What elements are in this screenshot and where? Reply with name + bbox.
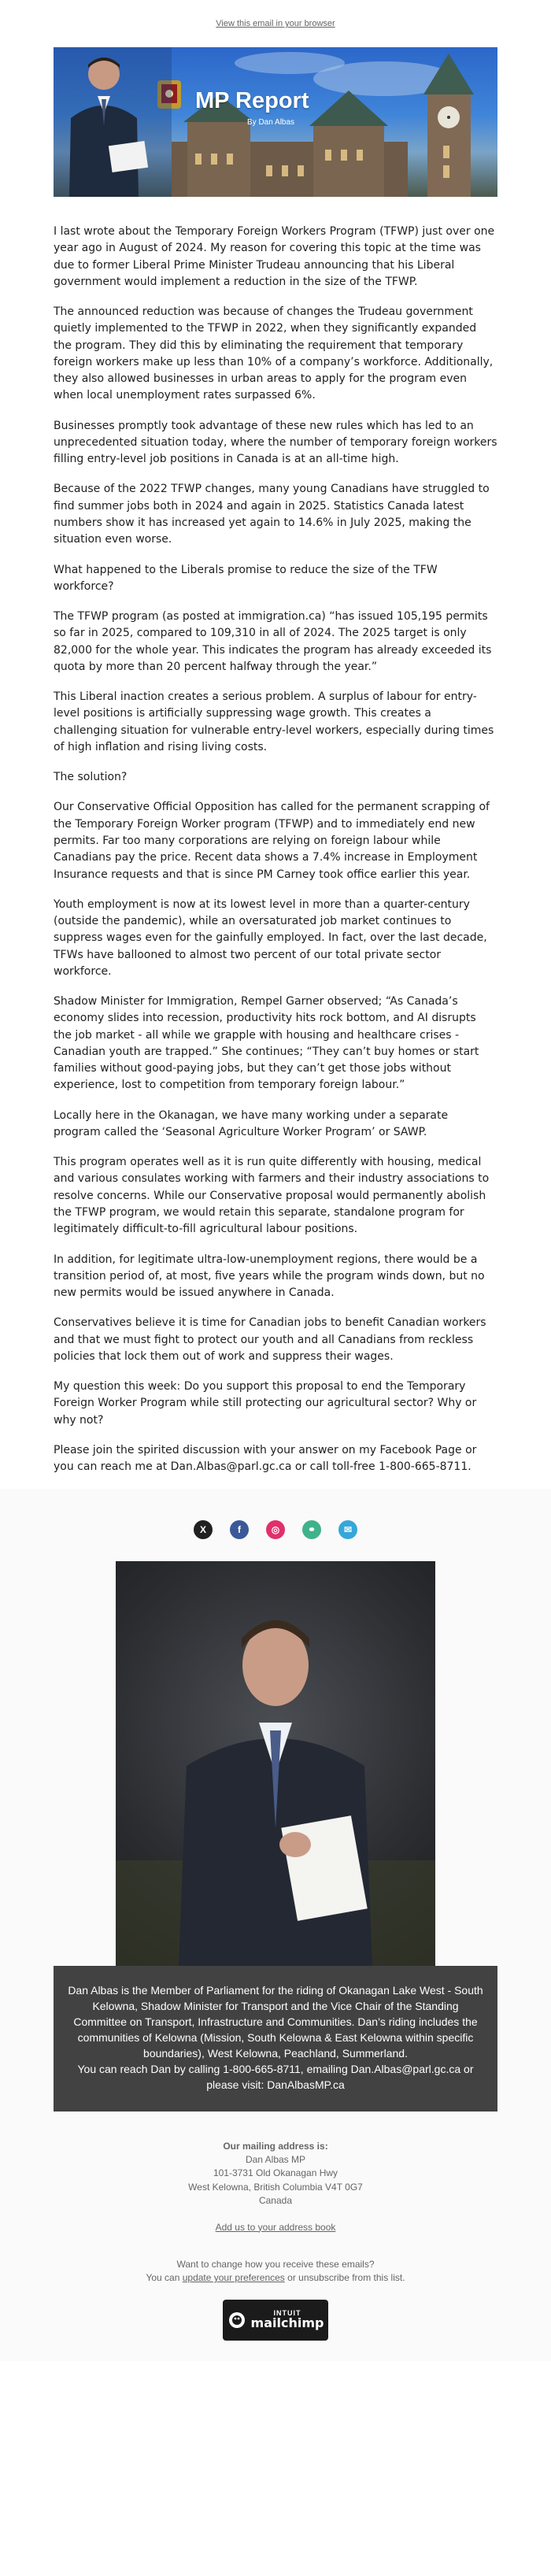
bio-email-link[interactable]: Dan.Albas@parl.gc.ca: [350, 2062, 461, 2075]
mailchimp-badge[interactable]: [223, 2300, 328, 2341]
article-paragraph: The TFWP program (as posted at immigration.ca) “has issued 105,195 permits so far in 2025, compared to 109,310 in all of 2024. The 2025 target is only 82,000 for the whole year. This indicates the program has already exceeded its quota by more than 20 percent halfway through the year.”: [54, 610, 492, 673]
website-icon[interactable]: ⚭: [302, 1520, 321, 1539]
article-paragraph: My question this week: Do you support this proposal to end the Temporary Foreign Worker Program while still protecting our agricultural sector? Why or why not?: [54, 1380, 477, 1427]
closing-text: Please join the spirited discussion with your answer on my Facebook Page or you can reach me at: [54, 1443, 477, 1474]
article-body: [54, 197, 497, 1475]
instagram-icon[interactable]: ◎: [266, 1520, 285, 1539]
article-paragraph: The announced reduction was because of changes the Trudeau government quietly implemented to the TFWP in 2022, when they significantly expanded the program. They did this by eliminating the requirement that temporary foreign workers make up less than 10% of a company’s workforce. Additionally, they also allowed businesses in urban areas to apply for the program even when local unemployment rates surpassed 6%.: [54, 305, 494, 402]
social-section: [0, 1489, 551, 2360]
bio-text: Dan Albas is the Member of Parliament for the riding of Okanagan Lake West - South Kelowna, Shadow Minister for Transport and the Vice Chair of the Standing Committee on Transport, Infrastructure and Communities. Dan’s riding includes the communities of Kelowna (Mission, South Kelowna & East Kelowna within specific boundaries), West Kelowna, Peachland, Summerland.: [68, 1984, 483, 2060]
phone-link[interactable]: 1-800-665-8711: [379, 1460, 468, 1474]
intuit-wordmark: INTUIT: [273, 2309, 301, 2318]
article-paragraph: Our Conservative Official Opposition has called for the permanent scrapping of the Temporary Foreign Worker program (TFWP) and to immediately end new permits. Far too many corporations are relying on foreign labour while Canadians pay the price. Recent data shows a 7.4% increase in Employment Insurance requests and that is since PM Carney took office earlier this year.: [54, 801, 490, 881]
mp-speaking-illustration: [116, 1561, 435, 1966]
preferences-line: [0, 2271, 551, 2285]
article-paragraph: The solution?: [54, 771, 128, 784]
address-line: West Kelowna, British Columbia V4T 0G7: [188, 2181, 363, 2193]
closing-text: or call toll-free: [291, 1460, 379, 1474]
mp-bio: [54, 1966, 497, 2111]
mailing-address-heading: Our mailing address is:: [223, 2140, 328, 2152]
bio-contact: [66, 2062, 485, 2093]
bio-website-link[interactable]: DanAlbasMP.ca: [267, 2078, 345, 2091]
closing-text: .: [468, 1460, 471, 1474]
article-paragraph: This program operates well as it is run quite differently with housing, medical and various consulates working with farmers and their industry associations to resolve concerns. While our Conservative proposal would permanently abolish the TFWP program, we would retain this separate, standalone program for legitimately difficult-to-fill agricultural labour positions.: [54, 1156, 490, 1236]
article-paragraph: Locally here in the Okanagan, we have many working under a separate program called the ‘Seasonal Agriculture Worker Program’ or SAWP.: [54, 1108, 449, 1138]
update-preferences-link[interactable]: update your preferences: [182, 2272, 285, 2284]
article-paragraph: I last wrote about the Temporary Foreign Workers Program (TFWP) just over one year ago in August of 2024. My reason for covering this topic at the time was due to former Liberal Prime Minister Trudeau announcing that his Liberal government would implement a reduction in the size of the TFWP.: [54, 225, 495, 288]
preheader: [0, 0, 551, 47]
article-paragraph: Because of the 2022 TFWP changes, many young Canadians have struggled to find summer jobs both in 2024 and again in 2025. Statistics Canada latest numbers show it has increased yet again to 14.6% in July 2025, making the situation even worse.: [54, 483, 490, 546]
add-to-address-book-link[interactable]: Add us to your address book: [215, 2221, 336, 2233]
preferences-text: or: [284, 2272, 299, 2284]
header-banner: [54, 47, 497, 197]
preferences-text: .: [402, 2272, 405, 2284]
email-link[interactable]: Dan.Albas@parl.gc.ca: [170, 1460, 292, 1474]
mailchimp-wordmark: mailchimp: [250, 2315, 324, 2331]
facebook-icon[interactable]: f: [230, 1520, 249, 1539]
newsletter-byline: By Dan Albas: [247, 118, 295, 127]
article-paragraph: What happened to the Liberals promise to reduce the size of the TFW workforce?: [54, 563, 438, 593]
change-prompt: Want to change how you receive these emails?: [176, 2258, 375, 2270]
article-paragraph: This Liberal inaction creates a serious problem. A surplus of labour for entry-level positions is artificially suppressing wage growth. This creates a challenging situation for vulnerable entry-level workers, especially during times of high inflation and rising living costs.: [54, 690, 494, 753]
article-paragraph: Shadow Minister for Immigration, Rempel Garner observed; “As Canada’s economy slides into recession, productivity hits rock bottom, and AI disrupts the job market - all while we grapple with housing and healthcare crises - Canadian youth are trapped.” She continues; “They can’t buy homes or start families without good-paying jobs, but they can’t get those jobs without experience, lost to competition from temporary foreign labour.”: [54, 995, 479, 1092]
mailchimp-logo-icon: [227, 2311, 246, 2330]
article-paragraph: Businesses promptly took advantage of these new rules which has led to an unprecedented situation today, where the number of temporary foreign workers filling entry-level job positions in Canada is at an all-time high.: [54, 419, 497, 466]
footer: [0, 2112, 551, 2341]
bio-contact-text: or please visit:: [206, 2062, 474, 2091]
newsletter-title: MP Report: [195, 88, 309, 113]
bio-contact-text: You can reach Dan by calling 1-800-665-8711, emailing: [77, 2062, 351, 2075]
preferences-text: You can: [146, 2272, 183, 2284]
address-line: Dan Albas MP: [245, 2153, 306, 2165]
article-paragraph: Conservatives believe it is time for Canadian jobs to benefit Canadian workers and that we must fight to protect our youth and all Canadians from reckless policies that lock them out of work and suppress their wages.: [54, 1316, 486, 1363]
article-paragraph: In addition, for legitimate ultra-low-unemployment regions, there would be a transition period of, at most, five years while the program winds down, but no new permits would be issued anywhere in Canada.: [54, 1253, 485, 1300]
unsubscribe-link[interactable]: unsubscribe from this list: [298, 2272, 403, 2284]
x-icon[interactable]: X: [194, 1520, 213, 1539]
view-in-browser-link[interactable]: View this email in your browser: [216, 19, 335, 28]
mp-photo: [116, 1561, 435, 1966]
article-paragraph: Youth employment is now at its lowest level in more than a quarter-century (outside the pandemic), while an oversaturated job market continues to suppress wages even for the gainfully employed. In fact, over the last decade, TFWs have ballooned to almost two percent of our total private sector workforce.: [54, 898, 487, 978]
closing-paragraph: [54, 1442, 497, 1476]
address-line: 101-3731 Old Okanagan Hwy: [213, 2167, 338, 2179]
social-links: [0, 1520, 551, 1539]
email-icon[interactable]: ✉: [338, 1520, 357, 1539]
address-line: Canada: [258, 2195, 293, 2207]
